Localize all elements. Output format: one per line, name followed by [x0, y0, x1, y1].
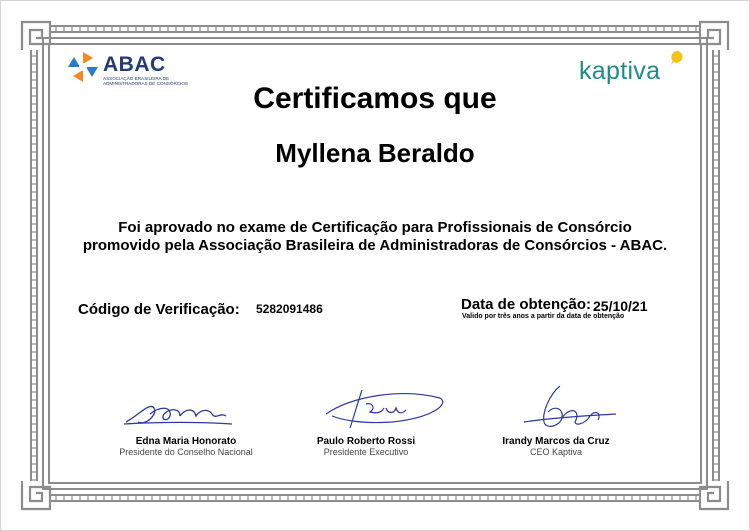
signatory-name: Irandy Marcos da Cruz	[502, 436, 610, 447]
signature-irandy	[520, 382, 620, 434]
verification-code-label: Código de Verificação:	[78, 301, 240, 318]
recipient-name: Myllena Beraldo	[275, 138, 475, 168]
kaptiva-speech-dot-icon	[670, 50, 686, 66]
validity-note: Valido por três anos a partir da data de obtenção	[462, 313, 625, 320]
date-value: 25/10/21	[593, 298, 648, 314]
abac-logo-text: ABAC	[103, 53, 166, 76]
certificate-title: Certificamos que	[253, 82, 497, 115]
signature-block-1	[86, 436, 286, 457]
signature-paulo	[322, 384, 452, 436]
abac-subtitle-line2: ADMINISTRADORAS DE CONSÓRCIOS	[103, 81, 188, 86]
signatory-role: Presidente Executivo	[323, 447, 409, 457]
abac-subtitle-line1: ASSOCIAÇÃO BRASILEIRA DE	[103, 76, 170, 81]
abac-pinwheel-icon	[66, 50, 100, 84]
date-label: Data de obtenção:	[461, 296, 592, 313]
verification-code-value: 5282091486	[256, 302, 323, 316]
certificate-body-line1: Foi aprovado no exame de Certificação para Profissionais de Consórcio	[118, 219, 632, 236]
certificate-body-line2: promovido pela Associação Brasileira de Administradoras de Consórcios - ABAC.	[82, 237, 668, 254]
signatory-name: Edna Maria Honorato	[135, 436, 237, 447]
signatory-name: Paulo Roberto Rossi	[316, 436, 416, 447]
signatory-role: Presidente do Conselho Nacional	[119, 447, 253, 457]
signature-block-2	[266, 436, 466, 457]
signatory-role: CEO Kaptiva	[529, 447, 583, 457]
signature-block-3	[456, 436, 656, 457]
signature-edna	[120, 392, 240, 432]
kaptiva-logo-text: kaptiva	[579, 57, 661, 85]
